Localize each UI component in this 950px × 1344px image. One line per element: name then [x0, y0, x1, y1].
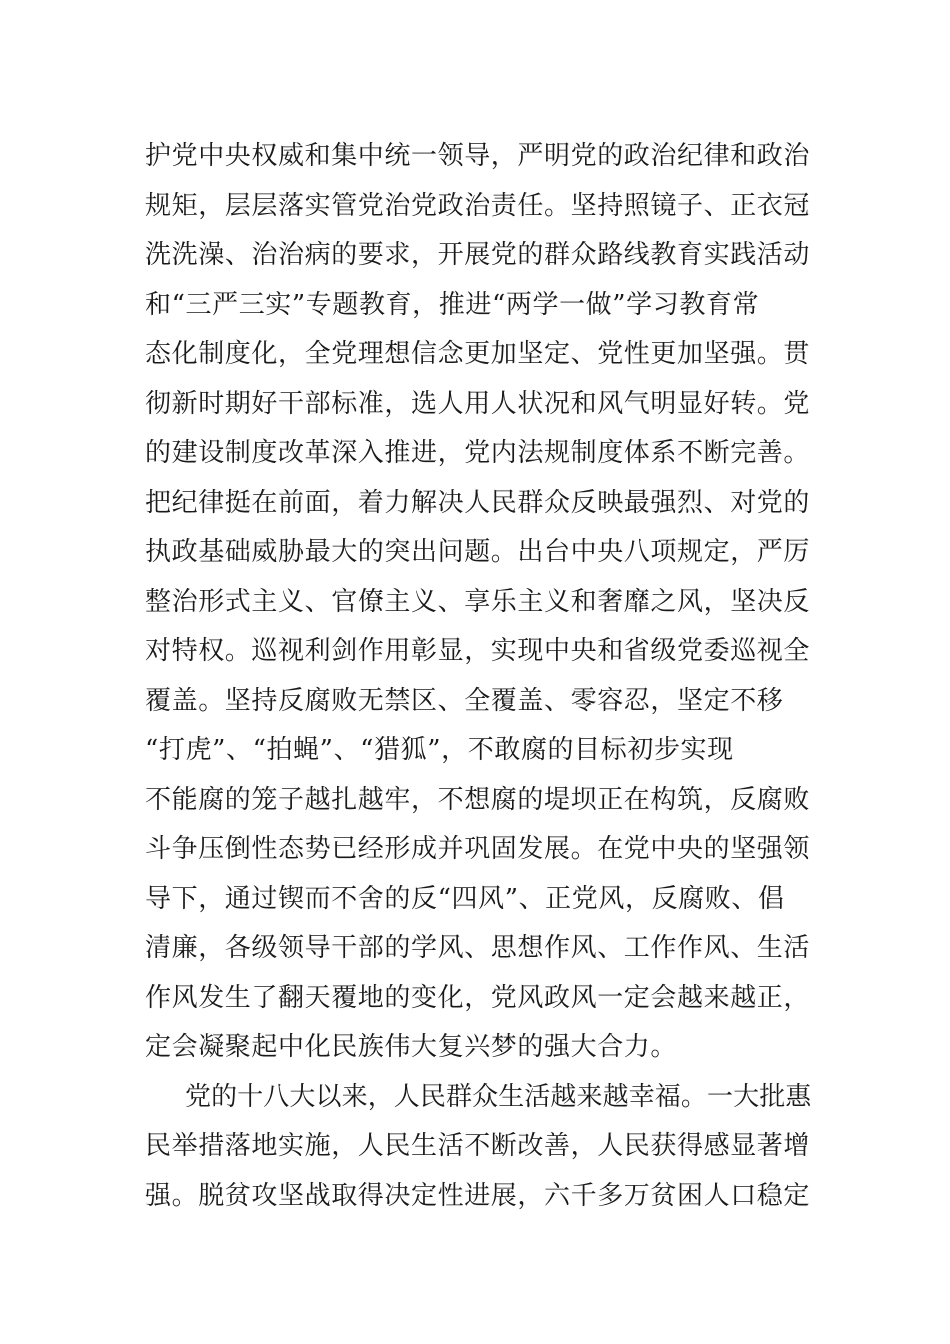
text-line: 和“三严三实”专题教育，推进“两学一做”学习教育常 — [145, 289, 760, 320]
text-line: 对特权。巡视利剑作用彰显，实现中央和省级党委巡视全 — [145, 636, 811, 666]
body-text — [145, 132, 815, 1221]
text-line: 规矩，层层落实管党治党政治责任。坚持照镜子、正衣冠 — [145, 190, 811, 221]
text-line: 不能腐的笼子越扎越牢，不想腐的堤坝正在构筑，反腐败 — [145, 784, 811, 815]
text-line: 洗洗澡、治治病的要求，开展党的群众路线教育实践活动 — [145, 240, 811, 270]
paragraph-start-line: 党的十八大以来，人民群众生活越来越幸福。一大批惠 — [185, 1081, 812, 1112]
text-line: 导下，通过锲而不舍的反“四风”、正党风，反腐败、倡 — [145, 883, 785, 914]
text-line: 斗争压倒性态势已经形成并巩固发展。在党中央的坚强领 — [145, 834, 811, 864]
text-line: 护党中央权威和集中统一领导，严明党的政治纪律和政治 — [145, 141, 811, 171]
text-line: 定会凝聚起中化民族伟大复兴梦的强大合力。 — [145, 1032, 678, 1062]
text-line: “打虎”、“拍蝇”、“猎狐”，不敢腐的目标初步实现 — [145, 735, 734, 765]
text-line: 作风发生了翻天覆地的变化，党风政风一定会越来越正， — [145, 982, 811, 1013]
text-line: 覆盖。坚持反腐败无禁区、全覆盖、零容忍，坚定不移 — [145, 685, 784, 716]
text-line: 彻新时期好干部标准，选人用人状况和风气明显好转。党 — [145, 388, 811, 419]
text-line: 的建设制度改革深入推进，党内法规制度体系不断完善。 — [145, 438, 811, 468]
text-line: 把纪律挺在前面，着力解决人民群众反映最强烈、对党的 — [145, 487, 811, 518]
text-line: 清廉，各级领导干部的学风、思想作风、工作作风、生活 — [145, 933, 811, 963]
text-line: 执政基础威胁最大的突出问题。出台中央八项规定，严厉 — [145, 537, 811, 567]
text-line: 民举措落地实施，人民生活不断改善，人民获得感显著增 — [145, 1131, 811, 1161]
text-line: 整治形式主义、官僚主义、享乐主义和奢靡之风，坚决反 — [145, 586, 811, 617]
text-line: 态化制度化，全党理想信念更加坚定、党性更加坚强。贯 — [145, 339, 811, 369]
text-line: 强。脱贫攻坚战取得决定性进展，六千多万贫困人口稳定 — [145, 1180, 811, 1211]
